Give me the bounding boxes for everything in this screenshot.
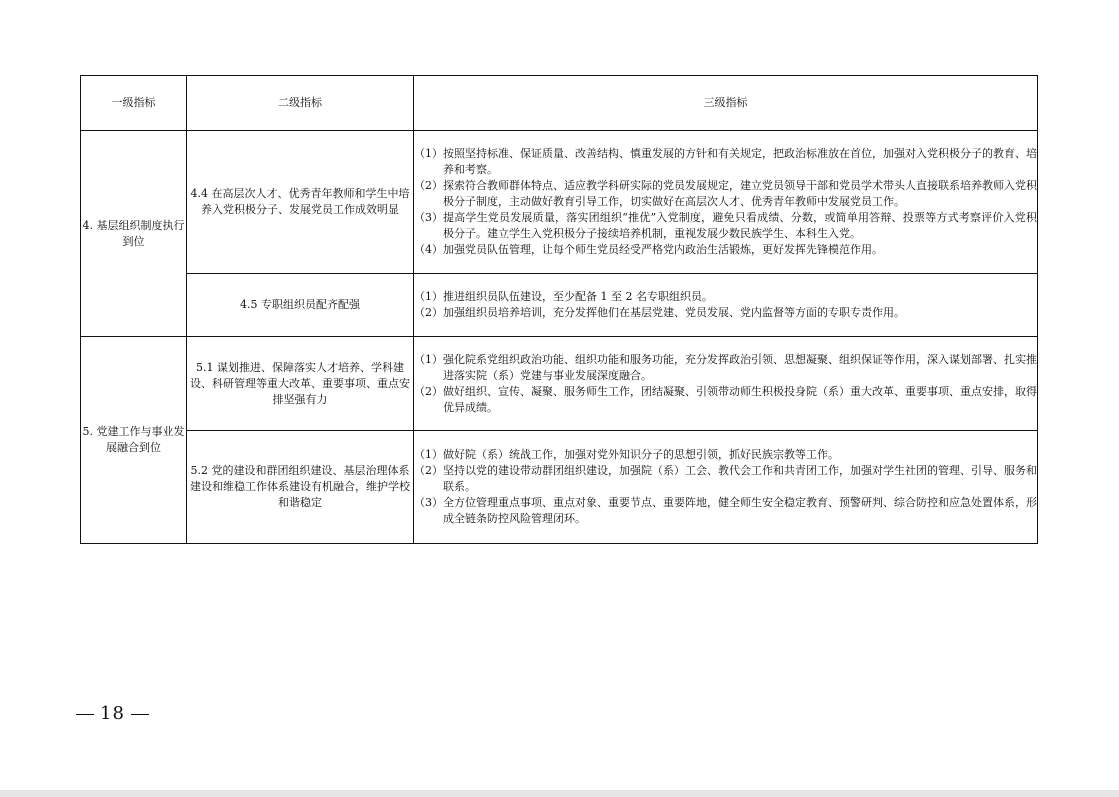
evaluation-index-table xyxy=(80,75,1038,544)
list-item: （1） 按照坚持标准、保证质量、改善结构、慎重发展的方针和有关规定，把政治标准放在首位，加强对入党积极分子的教育、培养和考察。 xyxy=(414,147,1037,176)
list-item: （1） 做好院（系）统战工作，加强对党外知识分子的思想引领，抓好民族宗教等工作。 xyxy=(414,448,839,461)
level3-cell xyxy=(414,274,1038,337)
page-number-dash-left xyxy=(76,714,94,715)
list-item: （2） 加强组织员培养培训，充分发挥他们在基层党建、党员发展、党内监督等方面的专职专责作用。 xyxy=(414,306,905,319)
level3-cell xyxy=(414,131,1038,274)
table-row xyxy=(81,274,1038,337)
page-number-dash-right xyxy=(131,714,149,715)
level1-cell: 5. 党建工作与事业发展融合到位 xyxy=(81,337,187,544)
list-item: （1） 强化院系党组织政治功能、组织功能和服务功能，充分发挥政治引领、思想凝聚、组织保证等作用，深入谋划部署、扎实推进落实院（系）党建与事业发展深度融合。 xyxy=(414,352,1037,382)
level1-cell: 4. 基层组织制度执行到位 xyxy=(81,131,187,337)
list-item: （2） 探索符合教师群体特点、适应教学科研实际的党员发展规定，建立党员领导干部和党员学术带头人直接联系培养教师入党积极分子制度，主动做好教育引导工作，切实做好在高层次人才、优秀青年教师中发展党员工作。 xyxy=(414,179,1037,208)
header-level2: 二级指标 xyxy=(187,76,414,131)
list-item: （3） 提高学生党员发展质量，落实团组织“推优”入党制度，避免只看成绩、分数，或简单用答辩、投票等方式考察评价入党积极分子。建立学生入党积极分子接续培养机制，重视发展少数民族学生、本科生入党。 xyxy=(414,211,1037,240)
list-item: （4） 加强党员队伍管理，让每个师生党员经受严格党内政治生活锻炼，更好发挥先锋模范作用。 xyxy=(414,243,883,256)
level2-cell: 4.4 在高层次人才、优秀青年教师和学生中培养入党积极分子、发展党员工作成效明显 xyxy=(187,131,414,274)
list-item: （2） 坚持以党的建设带动群团组织建设，加强院（系）工会、教代会工作和共青团工作，加强对学生社团的管理、引导、服务和联系。 xyxy=(414,464,1037,493)
level3-cell xyxy=(414,337,1038,431)
header-level3: 三级指标 xyxy=(414,76,1038,131)
level2-cell: 5.1 谋划推进、保障落实人才培养、学科建设、科研管理等重大改革、重要事项、重点安排坚强有力 xyxy=(187,337,414,431)
page-number-text: 18 xyxy=(100,703,125,724)
list-item: （2） 做好组织、宣传、凝聚、服务师生工作，团结凝聚、引领带动师生积极投身院（系）重大改革、重要事项、重点安排，取得优异成绩。 xyxy=(414,384,1037,414)
table-header-row xyxy=(81,76,1038,131)
level2-cell: 4.5 专职组织员配齐配强 xyxy=(187,274,414,337)
level2-cell: 5.2 党的建设和群团组织建设、基层治理体系建设和维稳工作体系建设有机融合，维护学校和谐稳定 xyxy=(187,431,414,544)
header-level1: 一级指标 xyxy=(81,76,187,131)
level3-cell xyxy=(414,431,1038,544)
list-item: （3） 全方位管理重点事项、重点对象、重要节点、重要阵地，健全师生安全稳定教育、预警研判、综合防控和应急处置体系，形成全链条防控风险管理闭环。 xyxy=(414,496,1037,525)
page-bottom-edge xyxy=(0,790,1119,797)
table-row xyxy=(81,131,1038,274)
table-row xyxy=(81,337,1038,431)
table-row xyxy=(81,431,1038,544)
list-item: （1） 推进组织员队伍建设，至少配备 1 至 2 名专职组织员。 xyxy=(414,290,713,303)
page-number xyxy=(70,703,155,724)
